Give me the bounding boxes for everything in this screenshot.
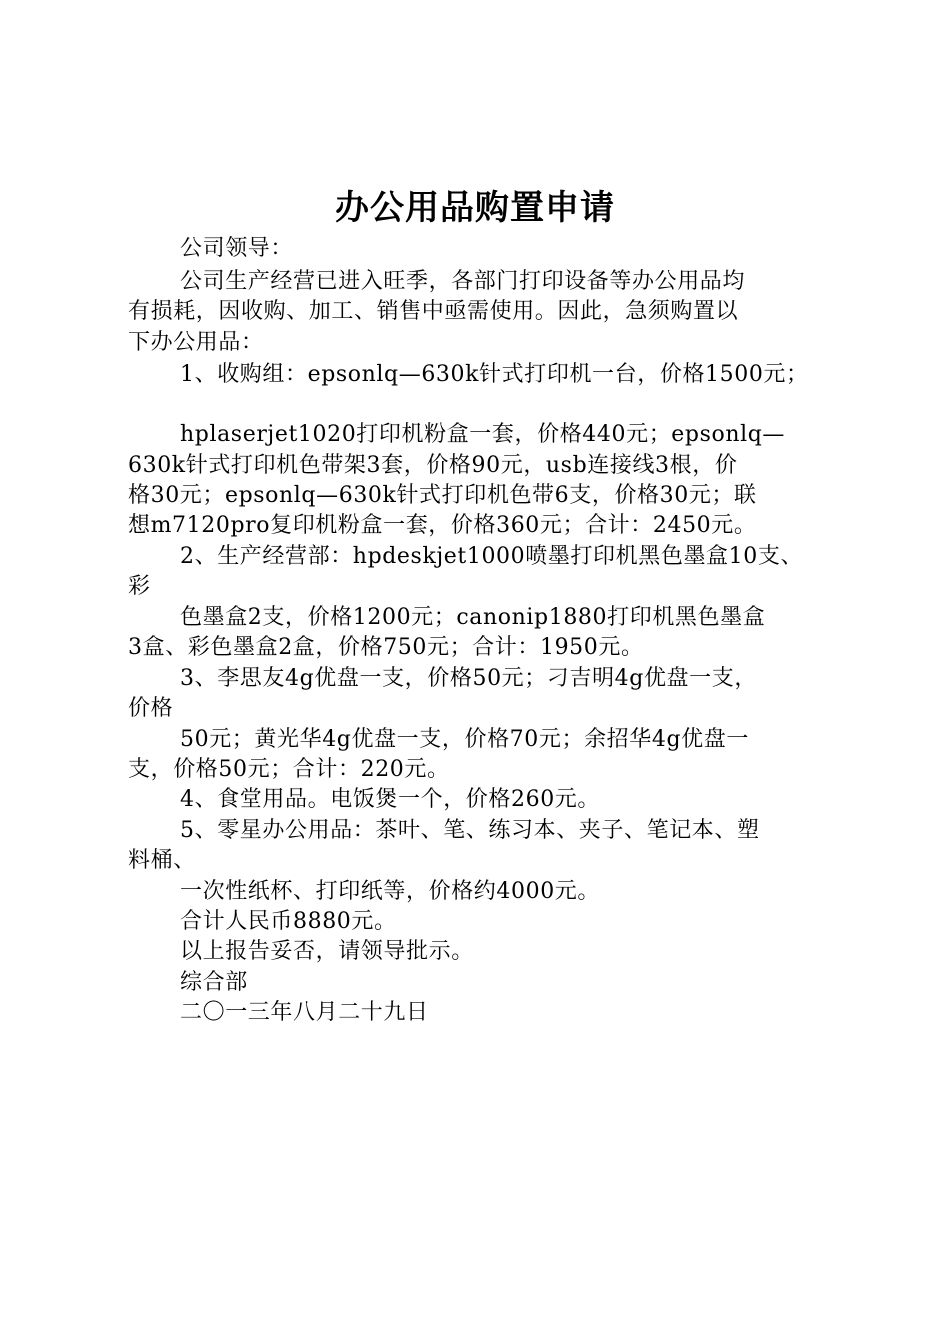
- item-3-line: 3、李思友4g优盘一支，价格50元；刁吉明4g优盘一支，: [180, 666, 757, 691]
- item-3-line: 支，价格50元；合计：220元。: [128, 757, 450, 782]
- salutation: 公司领导：: [180, 236, 294, 261]
- item-1-line: 想m7120pro复印机粉盒一套，价格360元；合计：2450元。: [128, 513, 757, 538]
- signature-date: 二〇一三年八月二十九日: [180, 1000, 429, 1025]
- item-1-line: 格30元；epsonlq—630k针式打印机色带6支，价格30元；联: [128, 483, 757, 508]
- body-line: 下办公用品：: [128, 330, 264, 355]
- item-4-line: 4、食堂用品。电饭煲一个，价格260元。: [180, 787, 600, 812]
- document-title: 办公用品购置申请: [335, 188, 615, 228]
- item-3-line: 价格: [128, 696, 174, 721]
- item-1-line: 630k针式打印机色带架3套，价格90元，usb连接线3根，价: [128, 453, 738, 478]
- item-1-line: 1、收购组：epsonlq—630k针式打印机一台，价格1500元；: [180, 362, 809, 387]
- item-5-line: 一次性纸杯、打印纸等，价格约4000元。: [180, 879, 600, 904]
- signature-department: 综合部: [180, 970, 248, 995]
- closing-line: 以上报告妥否，请领导批示。: [180, 939, 474, 964]
- body-line: 有损耗，因收购、加工、销售中亟需使用。因此，急须购置以: [128, 299, 739, 324]
- item-2-line: 2、生产经营部：hpdeskjet1000喷墨打印机黑色墨盒10支、: [180, 544, 804, 569]
- item-5-line: 料桶、: [128, 848, 196, 873]
- body-line: 公司生产经营已进入旺季，各部门打印设备等办公用品均: [180, 269, 746, 294]
- item-2-line: 彩: [128, 574, 151, 599]
- item-1-line: hplaserjet1020打印机粉盒一套，价格440元；epsonlq—: [180, 422, 786, 447]
- item-2-line: 3盒、彩色墨盒2盒，价格750元；合计：1950元。: [128, 635, 644, 660]
- item-3-line: 50元；黄光华4g优盘一支，价格70元；余招华4g优盘一: [180, 727, 749, 752]
- item-5-line: 5、零星办公用品：茶叶、笔、练习本、夹子、笔记本、塑: [180, 818, 760, 843]
- total-line: 合计人民币8880元。: [180, 909, 397, 934]
- item-2-line: 色墨盒2支，价格1200元；canonip1880打印机黑色墨盒: [180, 605, 766, 630]
